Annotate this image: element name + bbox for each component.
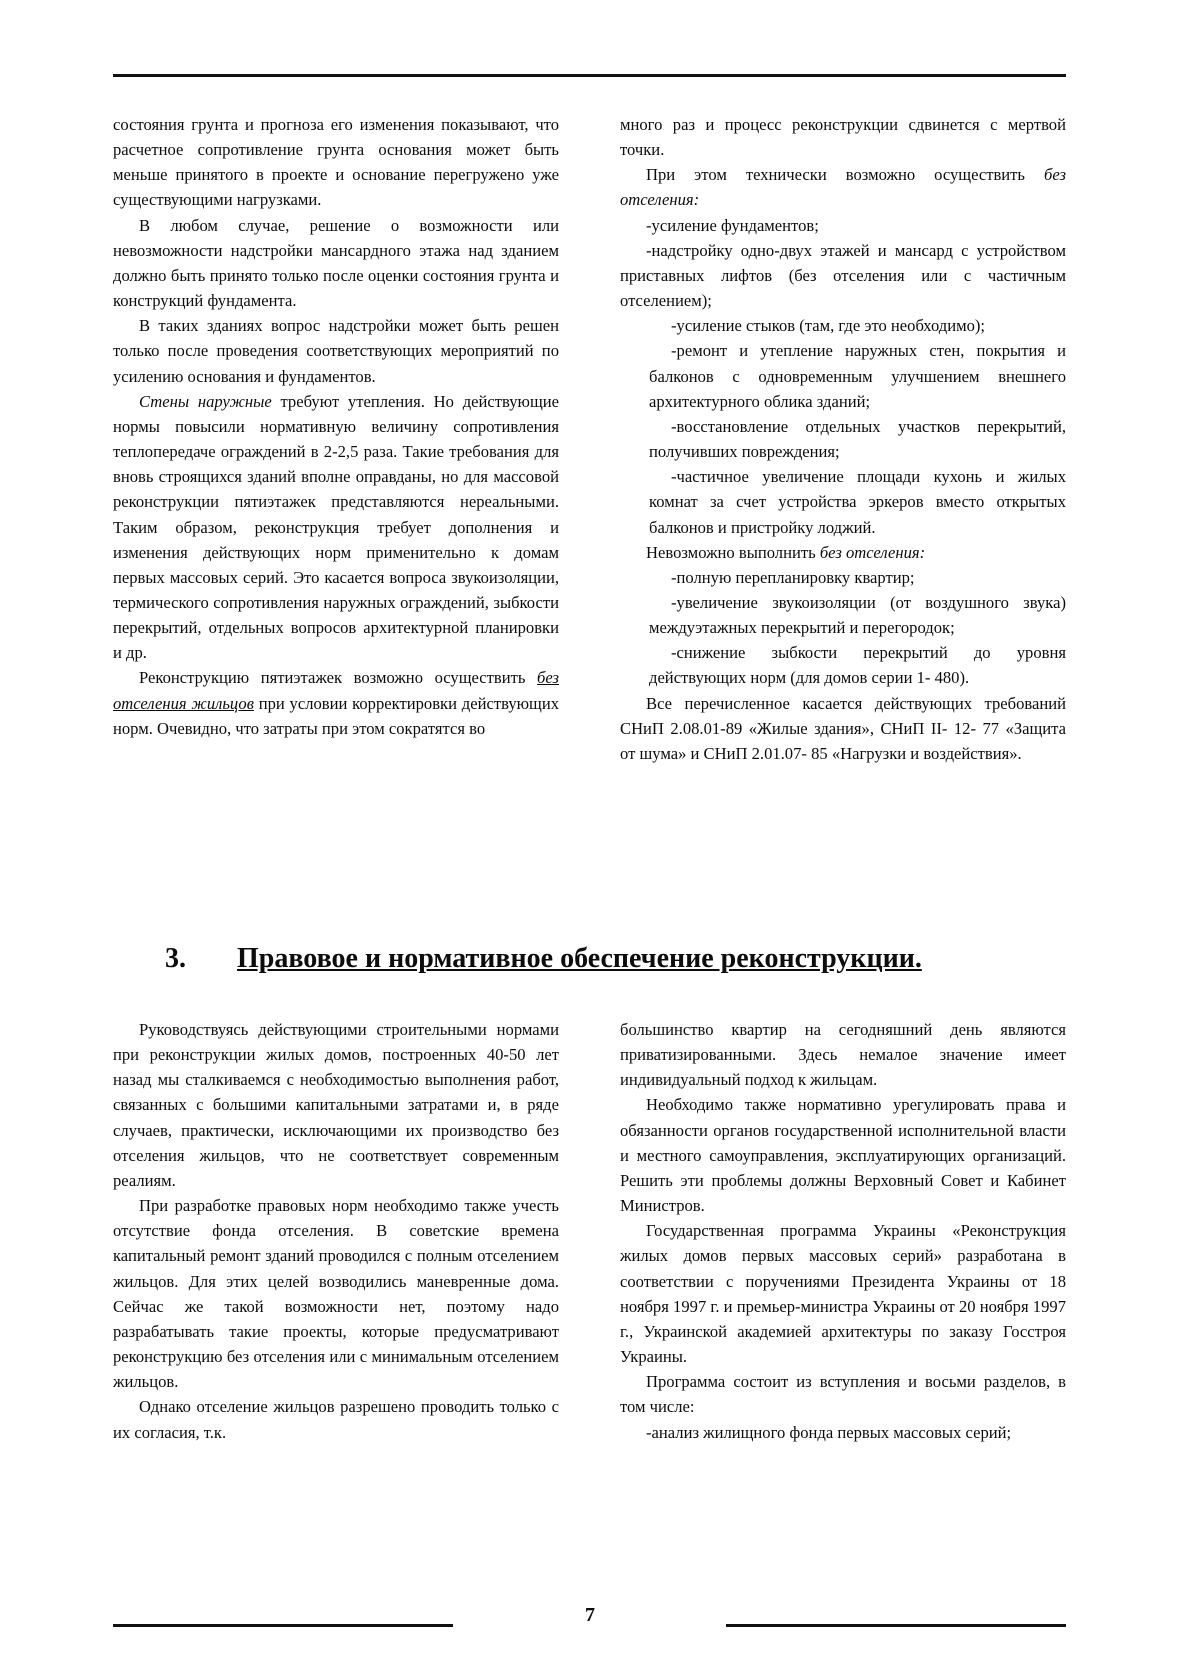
- paragraph: Однако отселение жильцов разрешено проводить только с их согласия, т.к.: [113, 1397, 559, 1442]
- list-item: -усиление фундаментов;: [646, 215, 819, 235]
- paragraph-possible: [620, 162, 1066, 212]
- page-number: 7: [585, 1604, 595, 1626]
- list-item: -увеличение звукоизоляции (от воздушного звука) междуэтажных перекрытий и перегородок;: [649, 592, 1066, 638]
- paragraph: Программа состоит из вступления и восьми разделов, в том числе:: [620, 1372, 1066, 1417]
- list-item: -надстройку одно-двух этажей и мансард с устройством приставных лифтов (без отселения или с частичным отселением);: [620, 240, 1066, 311]
- paragraph-text: требуют утепления. Но действующие нормы повысили нормативную величину сопротивления теплопередаче ограждений в 2-2,5 раза. Такие требования для вновь строящихся зданий вполне оправданы, но для массовой реконструкции пятиэтажек представляются нереальными. Таким образом, реконструкция требует дополнения и изменения действующих норм применительно к домам первых массовых серий. Это касается вопроса звукоизоляции, термического сопротивления наружных ограждений, зыбкости перекрытий, отдельных вопросов архитектурной планировки и др.: [113, 391, 559, 663]
- footer-rule-right: [726, 1624, 1066, 1627]
- paragraph-text: Невозможно выполнить: [646, 542, 820, 562]
- list-item: -полную перепланировку квартир;: [671, 567, 915, 587]
- paragraph-impossible: [620, 540, 1066, 565]
- italic-phrase: Стены наружные: [139, 391, 272, 411]
- list-item: -ремонт и утепление наружных стен, покрытия и балконов с одновременным улучшением внешнего архитектурного облика зданий;: [649, 341, 1066, 411]
- paragraph: При разработке правовых норм необходимо также учесть отсутствие фонда отселения. В советские времена капитальный ремонт зданий проводился с полным отселением жильцов. Для этих целей возводились маневренные дома. Сейчас же такой возможности нет, поэтому надо разрабатывать такие проекты, которые предусматривают реконструкцию без отселения или с минимальным отселением жильцов.: [113, 1196, 559, 1392]
- paragraph-reconstruction: [113, 665, 559, 740]
- section-2-left-column: [113, 1017, 559, 1445]
- section-number: 3.: [165, 943, 186, 974]
- paragraph: В любом случае, решение о возможности или невозможности надстройки мансардного этажа над зданием должно быть принято только после оценки состояния грунта и конструкций фундамента.: [113, 215, 559, 311]
- section-1-right-column: [620, 112, 1066, 766]
- italic-phrase: без отселения:: [620, 165, 1066, 210]
- paragraph: Руководствуясь действующими строительными нормами при реконструкции жилых домов, построенных 40-50 лет назад мы сталкиваемся с необходимостью выполнения работ, связанных с большими капитальными затратами и, в ряде случаев, практически, исключающими их производство без отселения жильцов, что не соответствует современным реалиям.: [113, 1020, 559, 1190]
- paragraph-text: При этом технически возможно осуществить: [646, 165, 1045, 185]
- list-item: -восстановление отдельных участков перекрытий, получивших повреждения;: [649, 416, 1066, 462]
- section-heading: [165, 942, 1065, 976]
- section-1-columns: [113, 112, 1066, 766]
- list-item: -усиление стыков (там, где это необходимо);: [671, 316, 986, 336]
- footer-rule-left: [113, 1624, 453, 1627]
- paragraph: Все перечисленное касается действующих требований СНиП 2.08.01-89 «Жилые здания», СНиП II- 12- 77 «Защита от шума» и СНиП 2.01.07- 85 «Нагрузки и воздействия».: [620, 693, 1066, 763]
- section-title: Правовое и нормативное обеспечение реконструкции.: [237, 943, 922, 974]
- paragraph: Государственная программа Украины «Реконструкция жилых домов первых массовых серий» разработана в соответствии с поручениями Президента Украины от 18 ноября 1997 г. и премьер-министра Украины от 20 ноября 1997 г., Украинской академией архитектуры по заказу Госстроя Украины.: [620, 1221, 1066, 1367]
- top-rule: [113, 74, 1066, 77]
- paragraph-text: при условии корректировки действующих норм. Очевидно, что затраты при этом сократятся во: [113, 693, 559, 738]
- list-item: -анализ жилищного фонда первых массовых серий;: [646, 1422, 1012, 1442]
- paragraph: большинство квартир на сегодняшний день являются приватизированными. Здесь немалое значение имеет индивидуальный подход к жильцам.: [620, 1020, 1066, 1090]
- paragraph: В таких зданиях вопрос надстройки может быть решен только после проведения соответствующих мероприятий по усилению основания и фундаментов.: [113, 316, 559, 386]
- underlined-phrase: без отселения жильцов: [113, 668, 559, 713]
- section-2-columns: [113, 1017, 1066, 1445]
- list-item: -снижение зыбкости перекрытий до уровня действующих норм (для домов серии 1- 480).: [649, 643, 1066, 688]
- section-2-right-column: [620, 1017, 1066, 1445]
- paragraph-walls: [113, 389, 559, 666]
- paragraph: много раз и процесс реконструкции сдвинется с мертвой точки.: [620, 115, 1066, 160]
- paragraph-text: Реконструкцию пятиэтажек возможно осуществить: [139, 668, 538, 688]
- section-1-left-column: [113, 112, 559, 766]
- italic-phrase: без отселения:: [819, 542, 926, 562]
- list-item: -частичное увеличение площади кухонь и жилых комнат за счет устройства эркеров вместо открытых балконов и пристройку лоджий.: [649, 467, 1066, 537]
- paragraph: состояния грунта и прогноза его изменения показывают, что расчетное сопротивление грунта основания может быть меньше принятого в проекте и основание перегружено уже существующими нагрузками.: [113, 115, 559, 210]
- paragraph: Необходимо также нормативно урегулировать права и обязанности органов государственной исполнительной власти и местного самоуправления, эксплуатирующих организаций. Решить эти проблемы должны Верховный Совет и Кабинет Министров.: [620, 1095, 1066, 1216]
